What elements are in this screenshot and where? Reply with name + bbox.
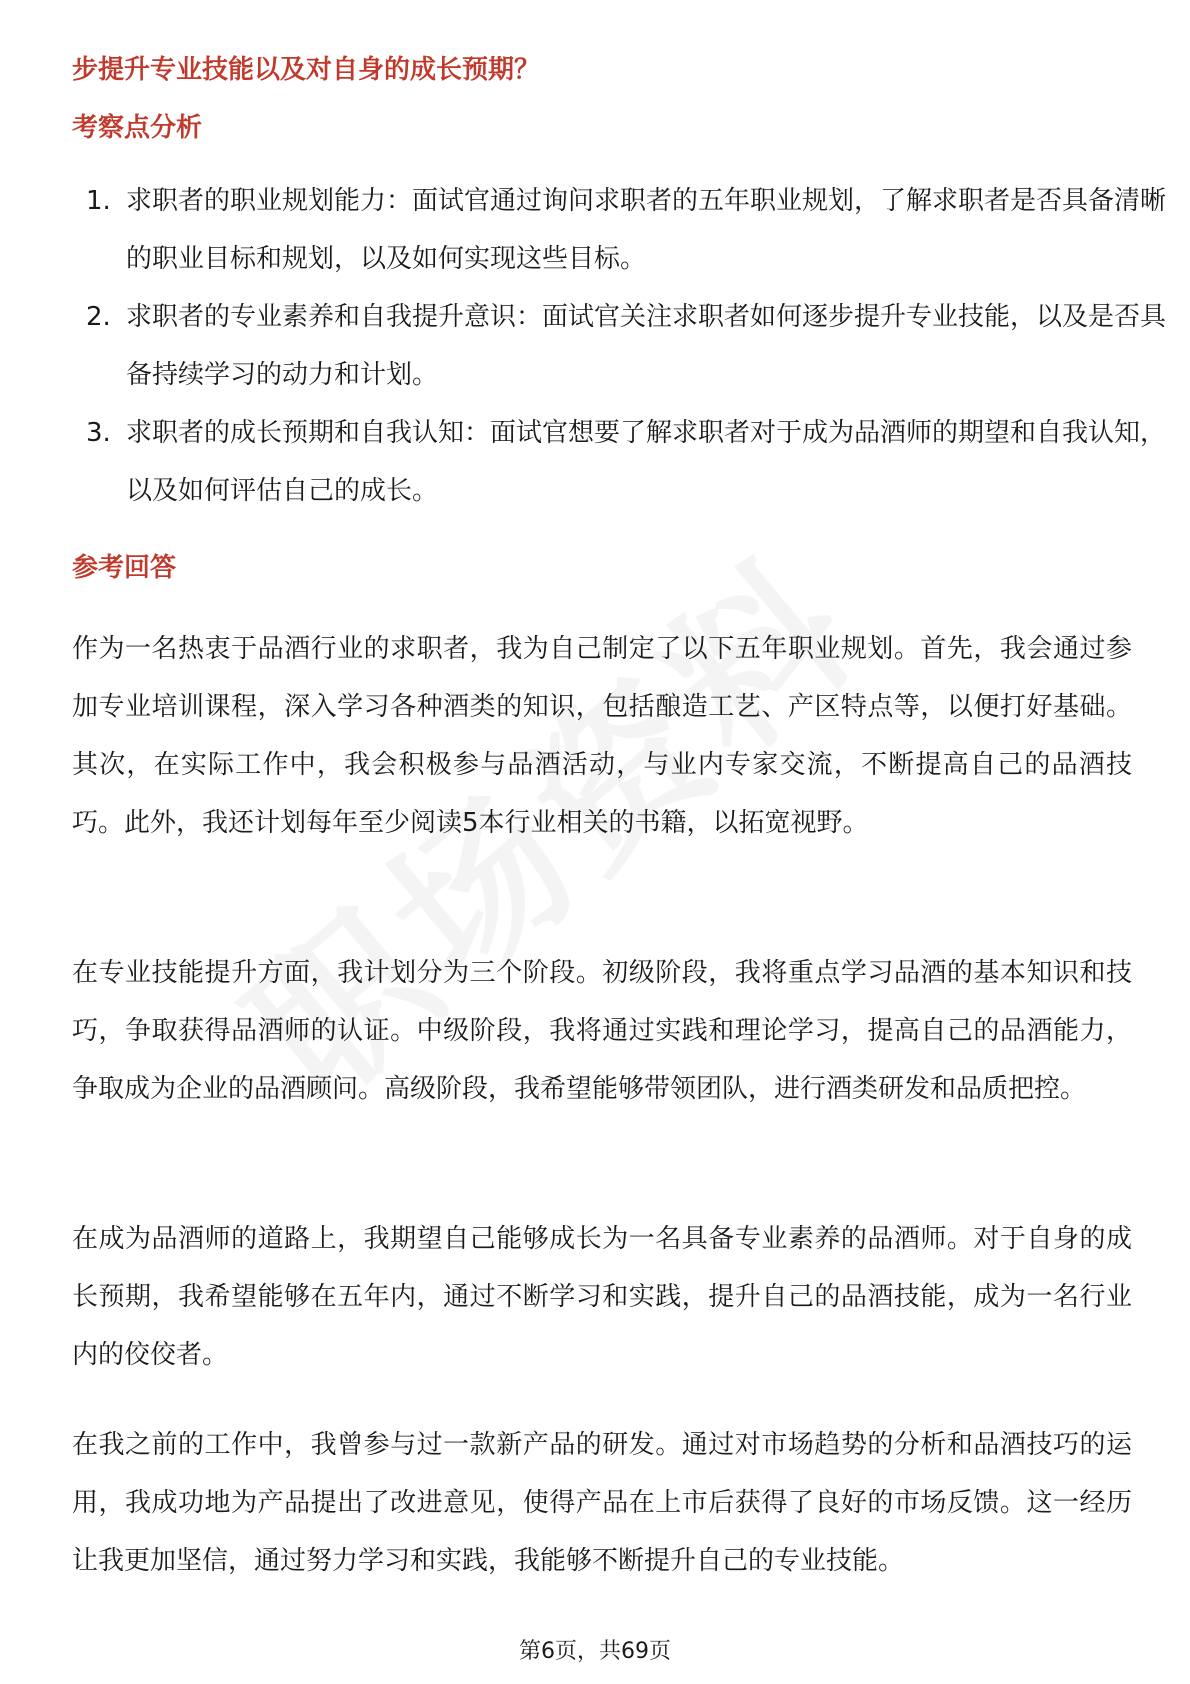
continued-question: 步提升专业技能以及对自身的成长预期？: [72, 55, 541, 85]
page-number: 第6页，共69页: [519, 1639, 671, 1664]
list-item: [72, 404, 1184, 520]
answer-paragraph: 作为一名热衷于品酒行业的求职者，我为自己制定了以下五年职业规划。首先，我会通过参加专业培训课程，深入学习各种酒类的知识，包括酿造工艺、产区特点等，以便打好基础。其次，在实际工作中，我会积极参与品酒活动，与业内专家交流，不断提高自己的品酒技巧。此外，我还计划每年至少阅读5本行业相关的书籍，以拓宽视野。: [72, 634, 1132, 838]
analysis-list: [72, 172, 1167, 520]
answer-paragraph: 在成为品酒师的道路上，我期望自己能够成长为一名具备专业素养的品酒师。对于自身的成长预期，我希望能够在五年内，通过不断学习和实践，提升自己的品酒技能，成为一名行业内的佼佼者。: [72, 1224, 1132, 1370]
list-item-text: 求职者的职业规划能力：面试官通过询问求职者的五年职业规划，了解求职者是否具备清晰的职业目标和规划，以及如何实现这些目标。: [126, 186, 1167, 274]
list-item-text: 求职者的成长预期和自我认知：面试官想要了解求职者对于成为品酒师的期望和自我认知，以及如何评估自己的成长。: [126, 418, 1167, 506]
answer-paragraph: 在专业技能提升方面，我计划分为三个阶段。初级阶段，我将重点学习品酒的基本知识和技巧，争取获得品酒师的认证。中级阶段，我将通过实践和理论学习，提高自己的品酒能力，争取成为企业的品酒顾问。高级阶段，我希望能够带领团队，进行酒类研发和品质把控。: [72, 958, 1132, 1104]
list-item-number: 2.: [86, 302, 111, 332]
list-item-text: 求职者的专业素养和自我提升意识：面试官关注求职者如何逐步提升专业技能，以及是否具备持续学习的动力和计划。: [126, 302, 1167, 390]
answer-paragraph: 在我之前的工作中，我曾参与过一款新产品的研发。通过对市场趋势的分析和品酒技巧的运用，我成功地为产品提出了改进意见，使得产品在上市后获得了良好的市场反馈。这一经历让我更加坚信，通过努力学习和实践，我能够不断提升自己的专业技能。: [72, 1430, 1132, 1576]
list-item-number: 1.: [86, 186, 111, 216]
answer-heading: 参考回答: [72, 553, 177, 583]
list-item: [72, 288, 1184, 404]
list-item-number: 3.: [86, 418, 111, 448]
analysis-heading: 考察点分析: [72, 113, 203, 143]
list-item: [72, 172, 1184, 288]
